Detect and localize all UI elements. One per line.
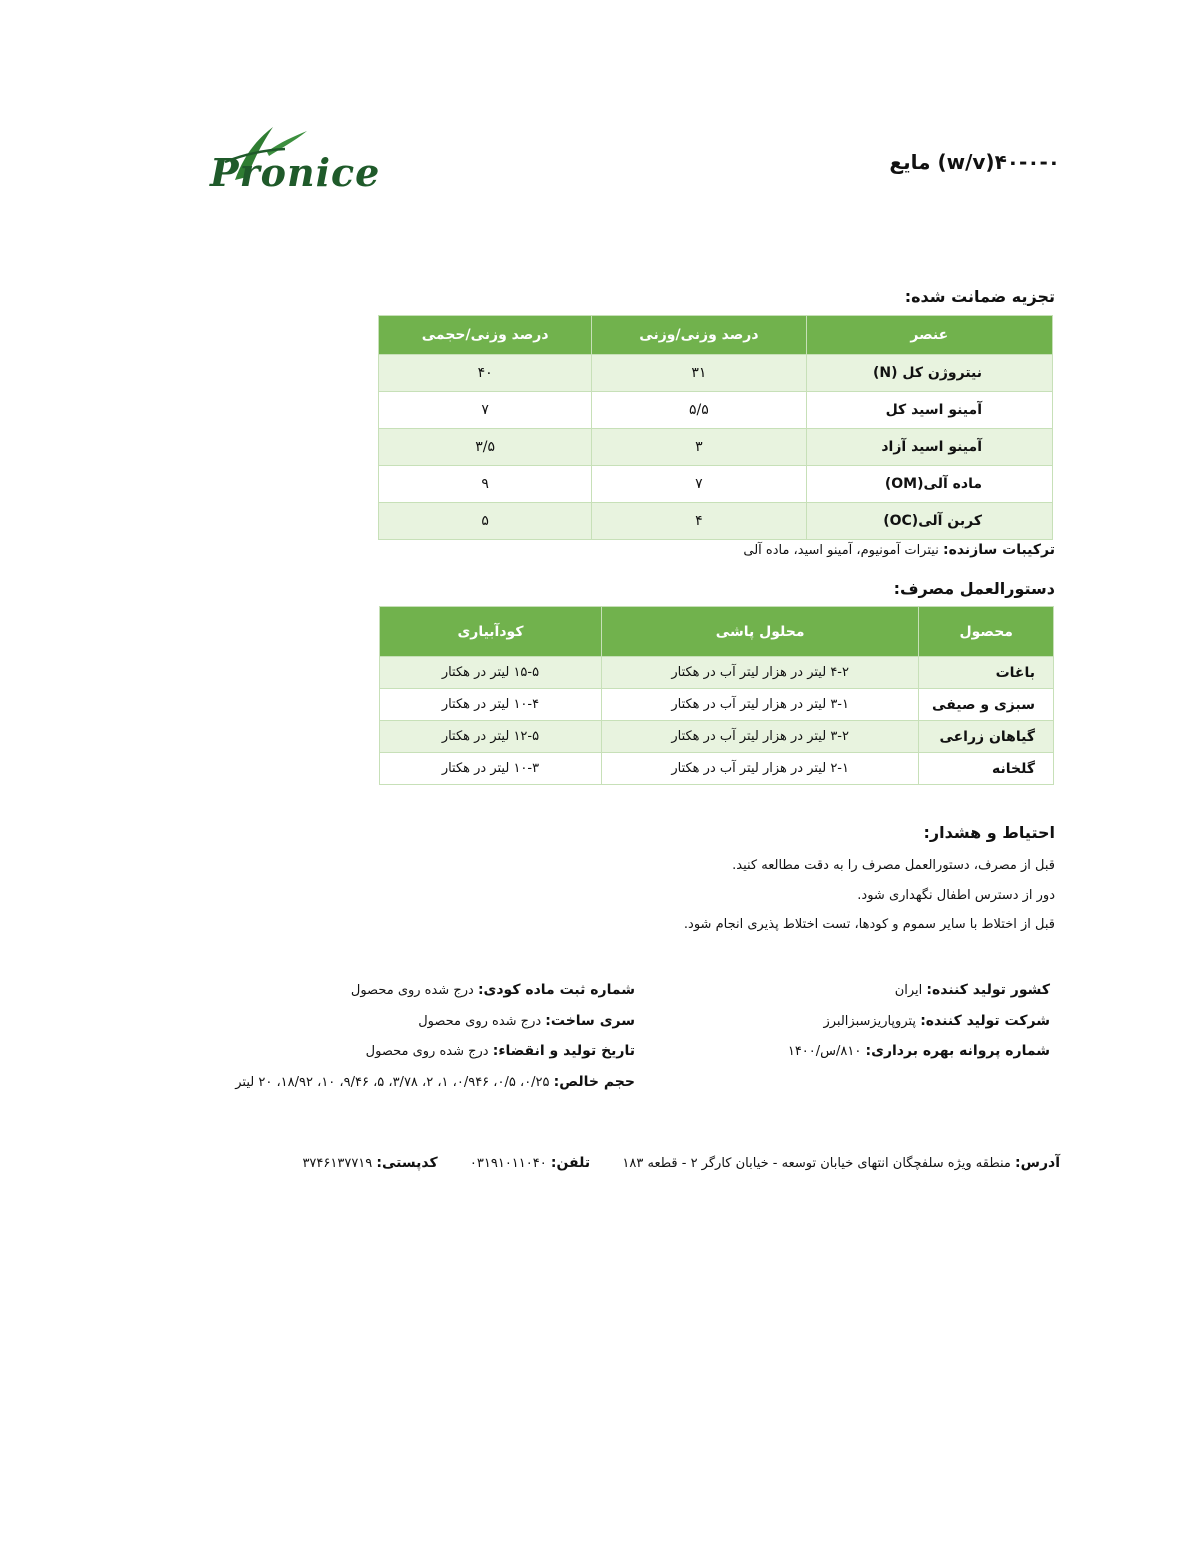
ww-cell: ۳۱: [592, 355, 806, 392]
ww-cell: ۴: [592, 503, 806, 540]
info-value: درج شده روی محصول: [365, 1044, 489, 1059]
fertigation-cell: ۱۲-۵ لیتر در هکتار: [380, 721, 602, 753]
info-dates: [366, 1043, 635, 1059]
info-value: درج شده روی محصول: [350, 983, 474, 998]
warnings-heading: احتیاط و هشدار:: [923, 823, 1055, 842]
ww-cell: ۵/۵: [592, 392, 806, 429]
header-wv: درصد وزنی/حجمی: [379, 316, 592, 355]
warning-line: دور از دسترس اطفال نگهداری شود.: [857, 888, 1055, 903]
guaranteed-heading: تجزیه ضمانت شده:: [904, 287, 1055, 306]
foliar-cell: ۳-۲ لیتر در هزار لیتر آب در هکتار: [601, 721, 919, 753]
table-row: [380, 689, 1054, 721]
ingredients-label: ترکیبات سازنده:: [942, 542, 1055, 558]
table-row: [380, 657, 1054, 689]
table-row: [379, 503, 1053, 540]
info-label: شرکت تولید کننده:: [920, 1013, 1050, 1029]
info-country: [895, 982, 1050, 998]
ww-cell: ۷: [592, 466, 806, 503]
table-row: [380, 753, 1054, 785]
info-label: سری ساخت:: [545, 1013, 635, 1029]
info-label: شماره پروانه بهره برداری:: [865, 1043, 1050, 1059]
wv-cell: ۷: [379, 392, 592, 429]
wv-cell: ۳/۵: [379, 429, 592, 466]
fertigation-cell: ۱۰-۴ لیتر در هکتار: [380, 689, 602, 721]
element-cell: آمینو اسید آزاد: [806, 429, 1052, 466]
element-cell: ماده آلی(OM): [806, 466, 1052, 503]
warning-line: قبل از اختلاط با سایر سموم و کودها، تست اختلاط پذیری انجام شود.: [683, 917, 1055, 932]
table-row: [379, 392, 1053, 429]
ingredients-line: [743, 542, 1055, 558]
fertigation-cell: ۱۵-۵ لیتر در هکتار: [380, 657, 602, 689]
address-label: آدرس:: [1015, 1155, 1060, 1171]
info-label: شماره ثبت ماده کودی:: [477, 982, 635, 998]
usage-table: [379, 606, 1054, 785]
table-row: [379, 429, 1053, 466]
info-value: ۰/۲۵، ۰/۵، ۰/۹۴۶، ۱، ۲، ۳/۷۸، ۵، ۹/۴۶، ۱۰، ۱۸/۹۲، ۲۰ لیتر: [235, 1075, 550, 1090]
crop-cell: گیاهان زراعی: [919, 721, 1054, 753]
wv-cell: ۵: [379, 503, 592, 540]
postal-value: ۳۷۴۶۱۳۷۷۱۹: [302, 1156, 373, 1171]
product-title: ۴۰-۰-۰(w/v) مایع: [889, 150, 1060, 174]
ingredients-value: نیترات آمونیوم، آمینو اسید، ماده آلی: [743, 543, 939, 558]
info-net-volume: [235, 1074, 635, 1090]
table-header-row: [379, 316, 1053, 355]
foliar-cell: ۳-۱ لیتر در هزار لیتر آب در هکتار: [601, 689, 919, 721]
fertigation-cell: ۱۰-۳ لیتر در هکتار: [380, 753, 602, 785]
info-value: پتروپاریزسبزالبرز: [823, 1014, 917, 1029]
usage-heading: دستورالعمل مصرف:: [893, 579, 1055, 598]
header-crop: محصول: [919, 607, 1054, 657]
info-company: [823, 1013, 1050, 1029]
header-ww: درصد وزنی/وزنی: [592, 316, 806, 355]
crop-cell: سبزی و صیفی: [919, 689, 1054, 721]
phone-value: ۰۳۱۹۱۰۱۱۰۴۰: [469, 1156, 547, 1171]
brand-logo: [205, 122, 381, 202]
info-batch: [418, 1013, 635, 1029]
address-value: منطقه ویژه سلفچگان انتهای خیابان توسعه - خیابان کارگر ۲ - قطعه ۱۸۳: [622, 1156, 1011, 1171]
crop-cell: باغات: [919, 657, 1054, 689]
table-row: [379, 466, 1053, 503]
table-row: [380, 721, 1054, 753]
info-license: [788, 1043, 1050, 1059]
info-value: ۸۱۰/س/۱۴۰۰: [787, 1044, 862, 1059]
footer-address-line: [302, 1155, 1060, 1171]
ww-cell: ۳: [592, 429, 806, 466]
info-label: کشور تولید کننده:: [926, 982, 1050, 998]
postal-label: کدپستی:: [376, 1155, 438, 1171]
info-value: درج شده روی محصول: [418, 1014, 542, 1029]
info-label: حجم خالص:: [553, 1074, 635, 1090]
foliar-cell: ۲-۱ لیتر در هزار لیتر آب در هکتار: [601, 753, 919, 785]
header-foliar: محلول پاشی: [601, 607, 919, 657]
table-row: [379, 355, 1053, 392]
phone-label: تلفن:: [550, 1155, 591, 1171]
guaranteed-analysis-table: [378, 315, 1053, 540]
table-header-row: [380, 607, 1054, 657]
crop-cell: گلخانه: [919, 753, 1054, 785]
element-cell: کربن آلی(OC): [806, 503, 1052, 540]
header-element: عنصر: [806, 316, 1052, 355]
foliar-cell: ۴-۲ لیتر در هزار لیتر آب در هکتار: [601, 657, 919, 689]
wv-cell: ۴۰: [379, 355, 592, 392]
warning-line: قبل از مصرف، دستورالعمل مصرف را به دقت مطالعه کنید.: [732, 858, 1055, 873]
wv-cell: ۹: [379, 466, 592, 503]
element-cell: آمینو اسید کل: [806, 392, 1052, 429]
logo-text: Pronice: [210, 150, 381, 195]
header-fertigation: کودآبیاری: [380, 607, 602, 657]
info-value: ایران: [894, 983, 923, 998]
info-label: تاریخ تولید و انقضاء:: [492, 1043, 635, 1059]
info-registration: [351, 982, 635, 998]
element-cell: نیتروژن کل (N): [806, 355, 1052, 392]
